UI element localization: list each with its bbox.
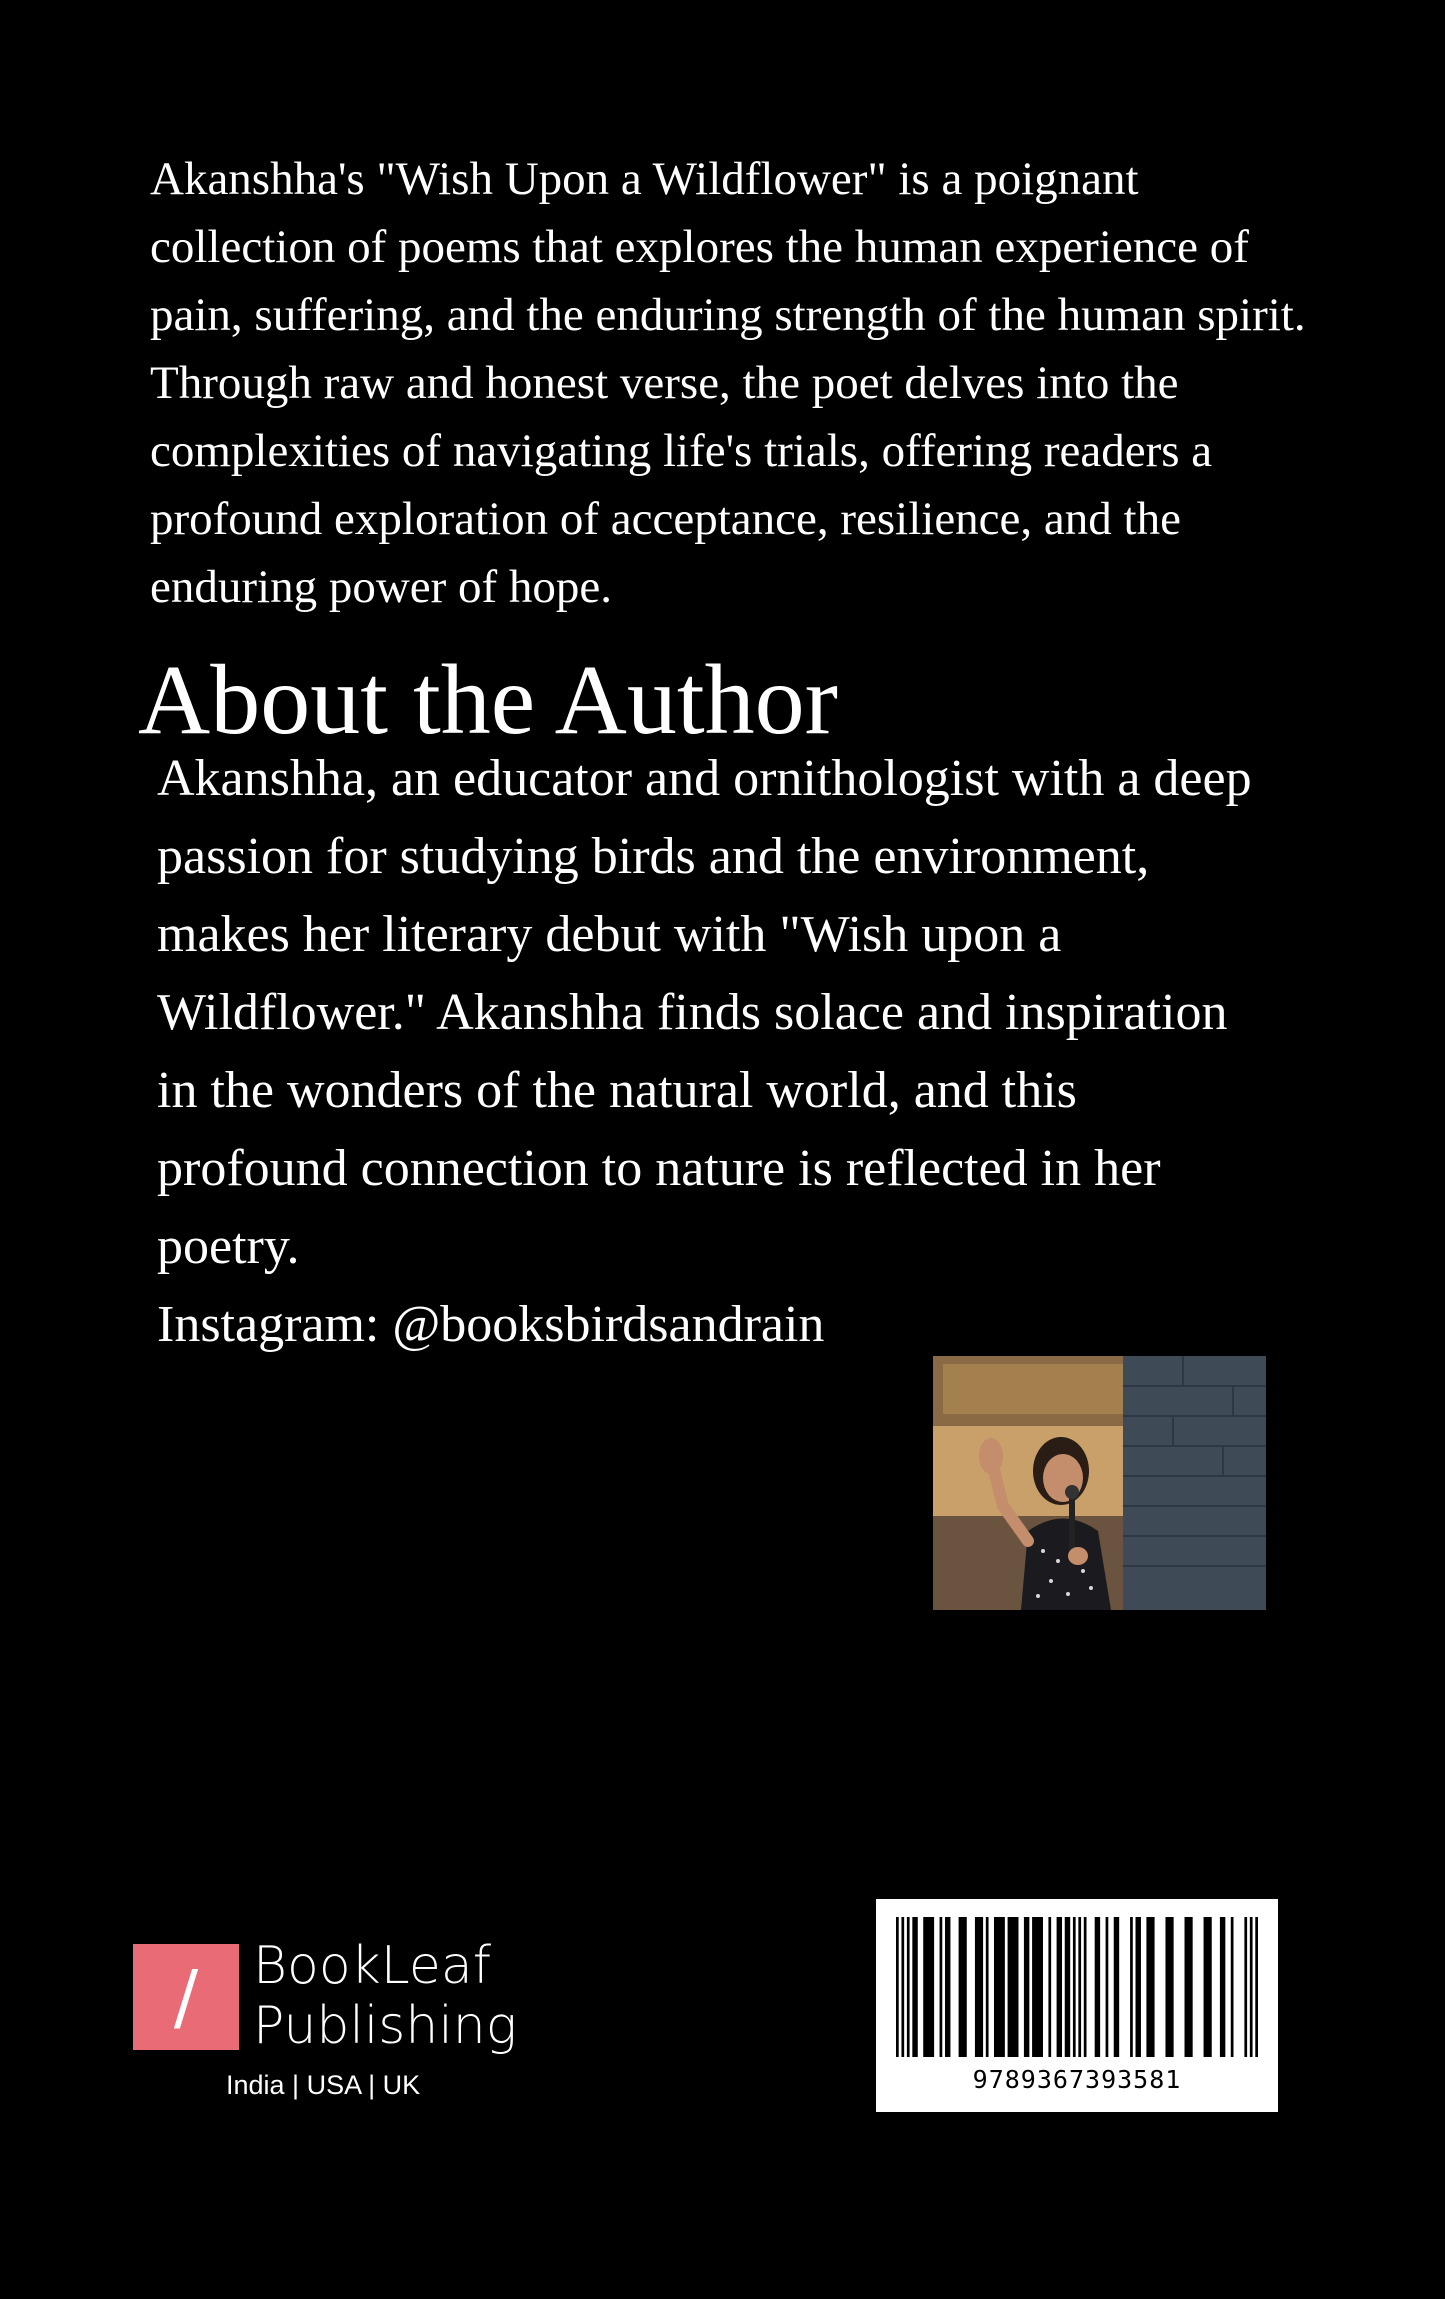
barcode-bar <box>1048 1917 1051 2057</box>
barcode-bar <box>1073 1917 1076 2057</box>
logo-slash-mark: / <box>173 1955 199 2039</box>
barcode-bar <box>1114 1917 1119 2057</box>
barcode-bar <box>1244 1917 1247 2057</box>
barcode-bar <box>901 1917 904 2057</box>
barcode-bar <box>940 1917 943 2057</box>
barcode-bar <box>923 1917 934 2057</box>
barcode-bar <box>1146 1917 1154 2057</box>
author-photo-illustration <box>933 1356 1266 1610</box>
barcode-bar <box>994 1917 1005 2057</box>
barcode-bar <box>1008 1917 1019 2057</box>
barcode-bar <box>1250 1917 1253 2057</box>
author-photo <box>933 1356 1266 1610</box>
barcode-bar <box>1095 1917 1100 2057</box>
publisher-logo <box>133 1936 533 2114</box>
barcode-bar <box>1032 1917 1043 2057</box>
barcode-bar <box>1204 1917 1212 2057</box>
barcode-bar <box>912 1917 917 2057</box>
book-blurb: Akanshha's "Wish Upon a Wildflower" is a poignant collection of poems that explores the human experience of pain, suffering, and the enduring strength of the human spirit. Through raw and honest verse, the poet delves into the complexities of navigating life's trials, offering readers a profound exploration of acceptance, resilience, and the enduring power of hope. <box>150 153 1306 613</box>
publisher-name <box>253 1936 517 2056</box>
publisher-name-line2: Publishing <box>253 1996 517 2056</box>
barcode-bars <box>896 1917 1258 2057</box>
barcode-bar <box>1185 1917 1193 2057</box>
barcode-bar <box>1084 1917 1087 2057</box>
barcode-bar <box>975 1917 983 2057</box>
barcode-bar <box>1078 1917 1081 2057</box>
barcode-bar <box>945 1917 950 2057</box>
barcode-bar <box>1024 1917 1029 2057</box>
isbn-barcode <box>876 1899 1278 2112</box>
barcode-bar <box>896 1917 899 2057</box>
instagram-handle: Instagram: @booksbirdsandrain <box>157 1296 825 1353</box>
barcode-bar <box>1136 1917 1141 2057</box>
barcode-bar <box>907 1917 910 2057</box>
author-bio <box>157 740 1277 1364</box>
barcode-bar <box>1231 1917 1234 2057</box>
barcode-bar <box>959 1917 967 2057</box>
barcode-bar <box>1057 1917 1062 2057</box>
barcode-bar <box>1165 1917 1173 2057</box>
author-bio-text: Akanshha, an educator and ornithologist with a deep passion for studying birds and the environment, makes her literary debut with "Wish upon a Wildflower." Akanshha finds solace and inspiration in the wonders of the natural world, and this profound connection to nature is reflected in her poetry. <box>157 750 1252 1275</box>
publisher-regions: India | USA | UK <box>226 2070 421 2100</box>
barcode-bar <box>1065 1917 1070 2057</box>
publisher-name-line1: BookLeaf <box>253 1936 492 1996</box>
barcode-bar <box>1106 1917 1109 2057</box>
barcode-bar <box>986 1917 989 2057</box>
barcode-bar <box>1220 1917 1225 2057</box>
barcode-bar <box>1130 1917 1133 2057</box>
about-author-heading: About the Author <box>138 644 838 755</box>
isbn-number: 9789367393581 <box>972 2065 1182 2094</box>
barcode-bar <box>1255 1917 1258 2057</box>
